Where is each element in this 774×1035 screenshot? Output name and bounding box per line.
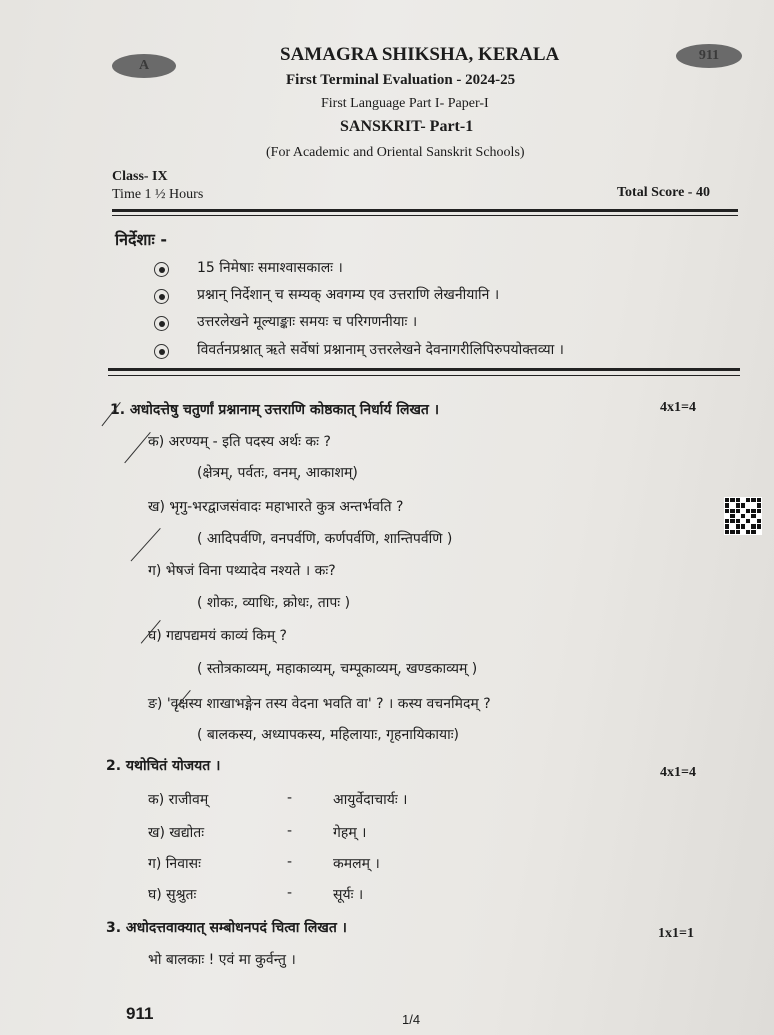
match-dash: -	[287, 823, 293, 839]
q1-item-question: ख) भृगु-भरद्वाजसंवादः महाभारते कुत्र अन्तर्भवति ?	[148, 499, 404, 515]
q1-item-options: ( आदिपर्वणि, वनपर्वणि, कर्णपर्वणि, शान्तिपर्वणि )	[197, 531, 453, 547]
paper-code-badge: 911	[676, 44, 742, 68]
instruction-item: उत्तरलेखने मूल्याङ्काः समयः च परिगणनीयाः ।	[197, 314, 418, 330]
match-right: आयुर्वेदाचार्यः ।	[333, 792, 408, 808]
question-3-text: भो बालकाः ! एवं मा कुर्वन्तु ।	[148, 952, 296, 968]
match-right: कमलम् ।	[333, 856, 380, 872]
match-left: घ) सुश्रुतः	[148, 887, 197, 903]
match-left: क) राजीवम्	[148, 792, 209, 808]
bullet-icon	[154, 344, 169, 359]
question-3-marks: 1x1=1	[658, 926, 694, 941]
match-dash: -	[287, 790, 293, 806]
question-1-title: 1. अधोदत्तेषु चतुर्णां प्रश्नानाम् उत्तराणि कोष्ठकात् निर्धार्य लिखत ।	[110, 402, 440, 418]
time-label: Time 1 ½ Hours	[112, 187, 204, 202]
paper-title: First Language Part I- Paper-I	[321, 96, 489, 111]
page-number: 1/4	[402, 1012, 421, 1027]
question-1-marks: 4x1=4	[660, 400, 696, 415]
exam-title: First Terminal Evaluation - 2024-25	[286, 72, 516, 88]
header-divider-thin	[112, 215, 738, 216]
set-badge-left: A	[112, 54, 176, 78]
schools-subtitle: (For Academic and Oriental Sanskrit Schools)	[266, 145, 525, 160]
instructions-heading: निर्देशाः -	[115, 230, 167, 249]
match-right: सूर्यः ।	[333, 887, 364, 903]
instruction-item: विवर्तनप्रश्नात् ऋते सर्वेषां प्रश्नानाम् उत्तरलेखने देवनागरीलिपिरुपयोक्तव्या ।	[197, 342, 564, 358]
question-2-title: 2. यथोचितं योजयत ।	[106, 758, 221, 774]
q1-item-options: ( बालकस्य, अध्यापकस्य, महिलायाः, गृहनायिकायाः)	[197, 727, 460, 743]
q1-item-question: ग) भेषजं विना पथ्यादेव नश्यते । कः?	[148, 563, 336, 579]
subject-title: SANSKRIT- Part-1	[340, 118, 474, 135]
q1-item-question: घ) गद्यपद्यमयं काव्यं किम् ?	[148, 628, 287, 644]
instructions-divider	[108, 368, 740, 371]
pen-mark	[131, 528, 161, 561]
total-score-label: Total Score - 40	[617, 185, 710, 200]
question-3-title: 3. अधोदत्तवाक्यात् सम्बोधनपदं चित्वा लिखत ।	[106, 920, 347, 936]
instructions-divider-thin	[108, 375, 740, 376]
q1-item-question: ङ) 'वृक्षस्य शाखाभङ्गेन तस्य वेदना भवति वा' ? । कस्य वचनमिदम् ?	[148, 696, 491, 712]
org-title: SAMAGRA SHIKSHA, KERALA	[280, 44, 560, 65]
match-right: गेहम् ।	[333, 825, 367, 841]
q1-item-question: क) अरण्यम् - इति पदस्य अर्थः कः ?	[148, 434, 331, 450]
q1-item-options: ( शोकः, व्याधिः, क्रोधः, तापः )	[197, 595, 351, 611]
instruction-item: 15 निमेषाः समाश्वासकालः ।	[197, 260, 343, 276]
footer-paper-code: 911	[126, 1004, 154, 1023]
class-label: Class- IX	[112, 169, 168, 184]
bullet-icon	[154, 289, 169, 304]
header-divider	[112, 209, 738, 212]
match-left: ख) खद्योतः	[148, 825, 205, 841]
q1-item-options: (क्षेत्रम्, पर्वतः, वनम्, आकाशम्)	[197, 465, 358, 481]
match-dash: -	[287, 854, 293, 870]
match-dash: -	[287, 885, 293, 901]
match-left: ग) निवासः	[148, 856, 201, 872]
question-2-marks: 4x1=4	[660, 765, 696, 780]
bullet-icon	[154, 262, 169, 277]
q1-item-options: ( स्तोत्रकाव्यम्, महाकाव्यम्, चम्पूकाव्यम्, खण्डकाव्यम् )	[197, 661, 478, 677]
qr-code	[724, 497, 762, 535]
bullet-icon	[154, 316, 169, 331]
pen-mark	[124, 432, 150, 463]
instruction-item: प्रश्नान् निर्देशान् च सम्यक् अवगम्य एव उत्तराणि लेखनीयानि ।	[197, 287, 500, 303]
